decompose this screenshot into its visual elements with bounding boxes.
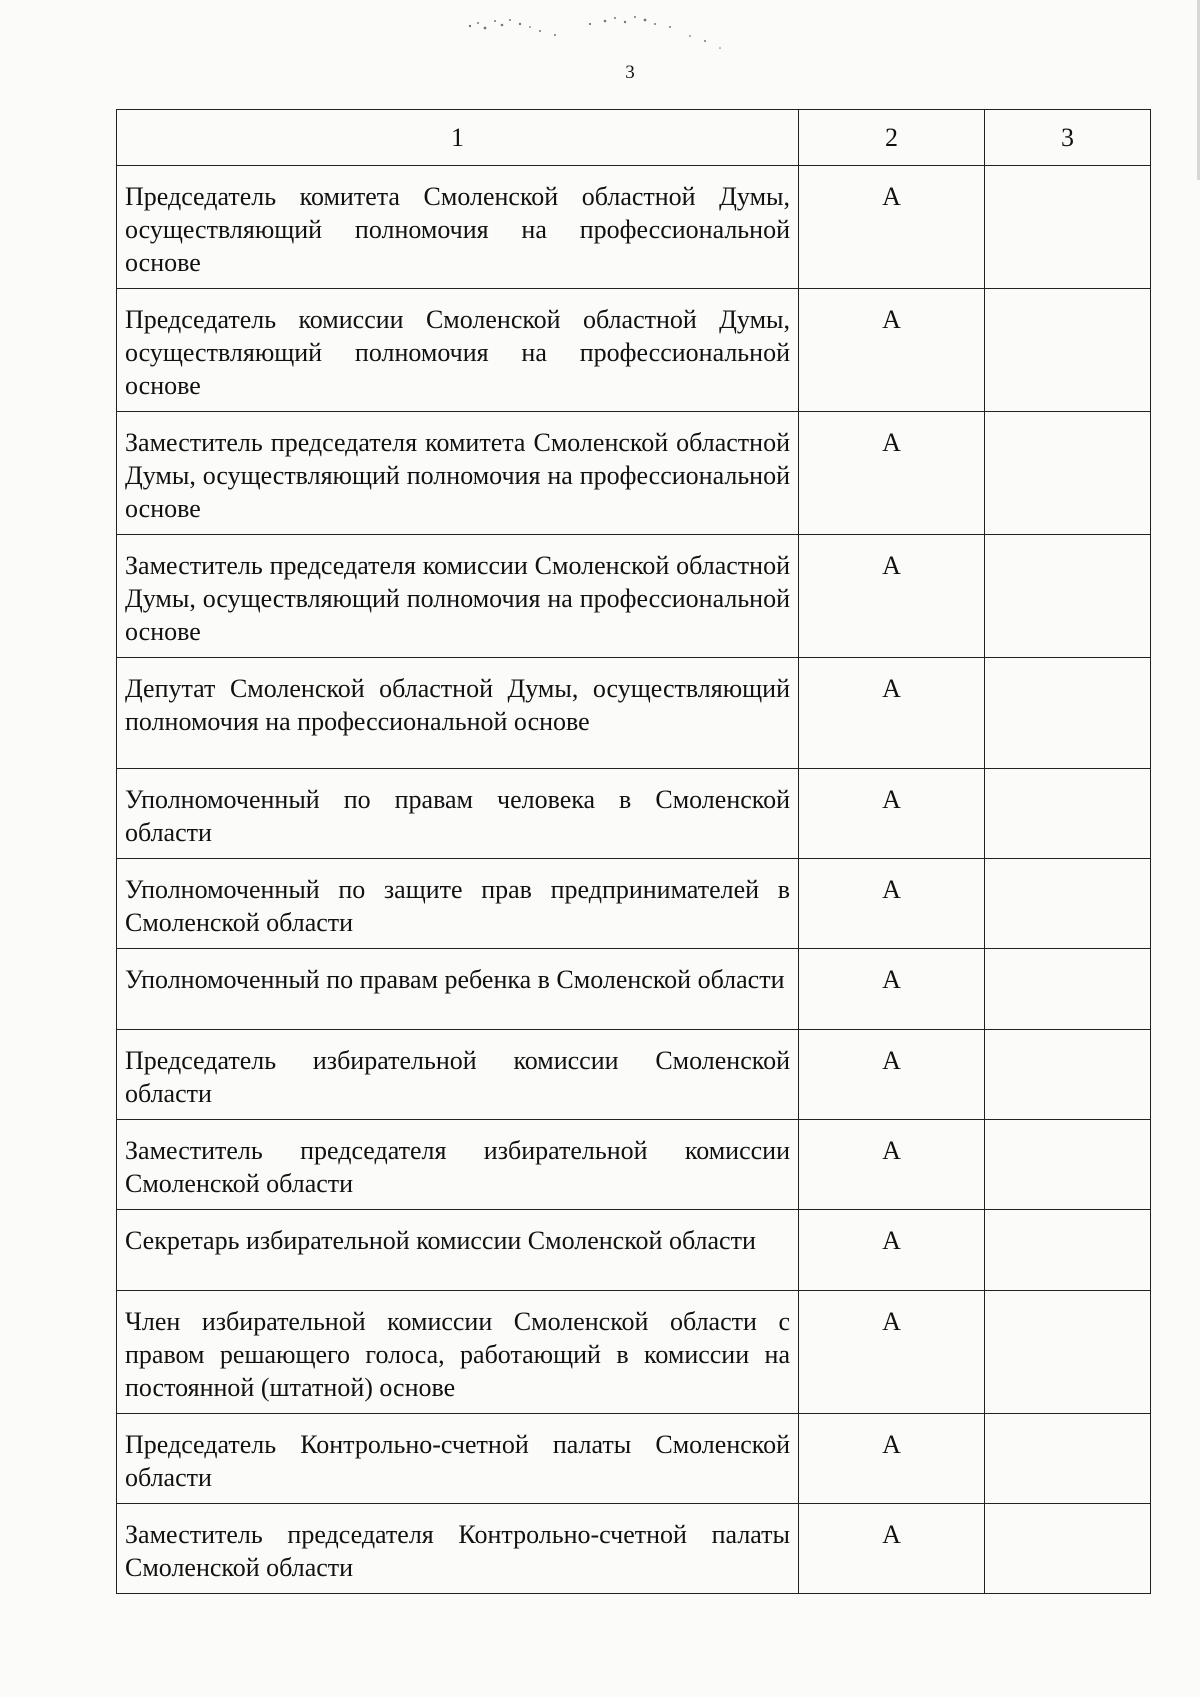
group-cell [985,769,1151,859]
category-cell: А [799,859,985,949]
table-row [117,769,1151,859]
page-number: 3 [625,62,635,83]
category-cell: А [799,949,985,1030]
category-cell: А [799,1120,985,1210]
group-cell [985,1030,1151,1120]
table-row [117,658,1151,769]
table-header-row [117,110,1151,166]
group-cell [985,166,1151,289]
category-cell: А [799,1291,985,1414]
position-title-cell: Председатель избирательной комиссии Смоленской области [117,1030,799,1120]
table-row [117,949,1151,1030]
group-cell [985,859,1151,949]
position-title-cell: Председатель комитета Смоленской областной Думы, осуществляющий полномочия на профессиональной основе [117,166,799,289]
position-title-cell: Председатель Контрольно-счетной палаты Смоленской области [117,1414,799,1504]
group-cell [985,1120,1151,1210]
header-cell: 1 [117,110,799,166]
group-cell [985,1210,1151,1291]
position-title-cell: Заместитель председателя комиссии Смоленской областной Думы, осуществляющий полномочия на профессиональной основе [117,535,799,658]
table-row [117,1030,1151,1120]
header-cell: 3 [985,110,1151,166]
position-title-cell: Заместитель председателя комитета Смоленской областной Думы, осуществляющий полномочия на профессиональной основе [117,412,799,535]
table-row [117,1120,1151,1210]
group-cell [985,949,1151,1030]
table-row [117,535,1151,658]
category-cell: А [799,1414,985,1504]
category-cell: А [799,535,985,658]
table-row [117,289,1151,412]
group-cell [985,412,1151,535]
table-row [117,1210,1151,1291]
group-cell [985,535,1151,658]
position-title-cell: Член избирательной комиссии Смоленской области с правом решающего голоса, работающий в комиссии на постоянной (штатной) основе [117,1291,799,1414]
position-title-cell: Председатель комиссии Смоленской областной Думы, осуществляющий полномочия на профессиональной основе [117,289,799,412]
table-row [117,859,1151,949]
table-row [117,412,1151,535]
header-cell: 2 [799,110,985,166]
position-title-cell: Уполномоченный по защите прав предпринимателей в Смоленской области [117,859,799,949]
position-title-cell: Уполномоченный по правам ребенка в Смоленской области [117,949,799,1030]
position-title-cell: Заместитель председателя Контрольно-счетной палаты Смоленской области [117,1504,799,1594]
category-cell: А [799,769,985,859]
group-cell [985,1291,1151,1414]
category-cell: А [799,289,985,412]
group-cell [985,289,1151,412]
group-cell [985,658,1151,769]
position-title-cell: Депутат Смоленской областной Думы, осуществляющий полномочия на профессиональной основе [117,658,799,769]
table-row [117,166,1151,289]
table-row [117,1504,1151,1594]
position-title-cell: Уполномоченный по правам человека в Смоленской области [117,769,799,859]
category-cell: А [799,1030,985,1120]
scan-artifact [440,6,770,56]
group-cell [985,1414,1151,1504]
category-cell: А [799,166,985,289]
group-cell [985,1504,1151,1594]
category-cell: А [799,412,985,535]
position-title-cell: Секретарь избирательной комиссии Смоленской области [117,1210,799,1291]
table-row [117,1414,1151,1504]
positions-table [116,109,1151,1594]
position-title-cell: Заместитель председателя избирательной комиссии Смоленской области [117,1120,799,1210]
category-cell: А [799,658,985,769]
table-row [117,1291,1151,1414]
category-cell: А [799,1210,985,1291]
category-cell: А [799,1504,985,1594]
